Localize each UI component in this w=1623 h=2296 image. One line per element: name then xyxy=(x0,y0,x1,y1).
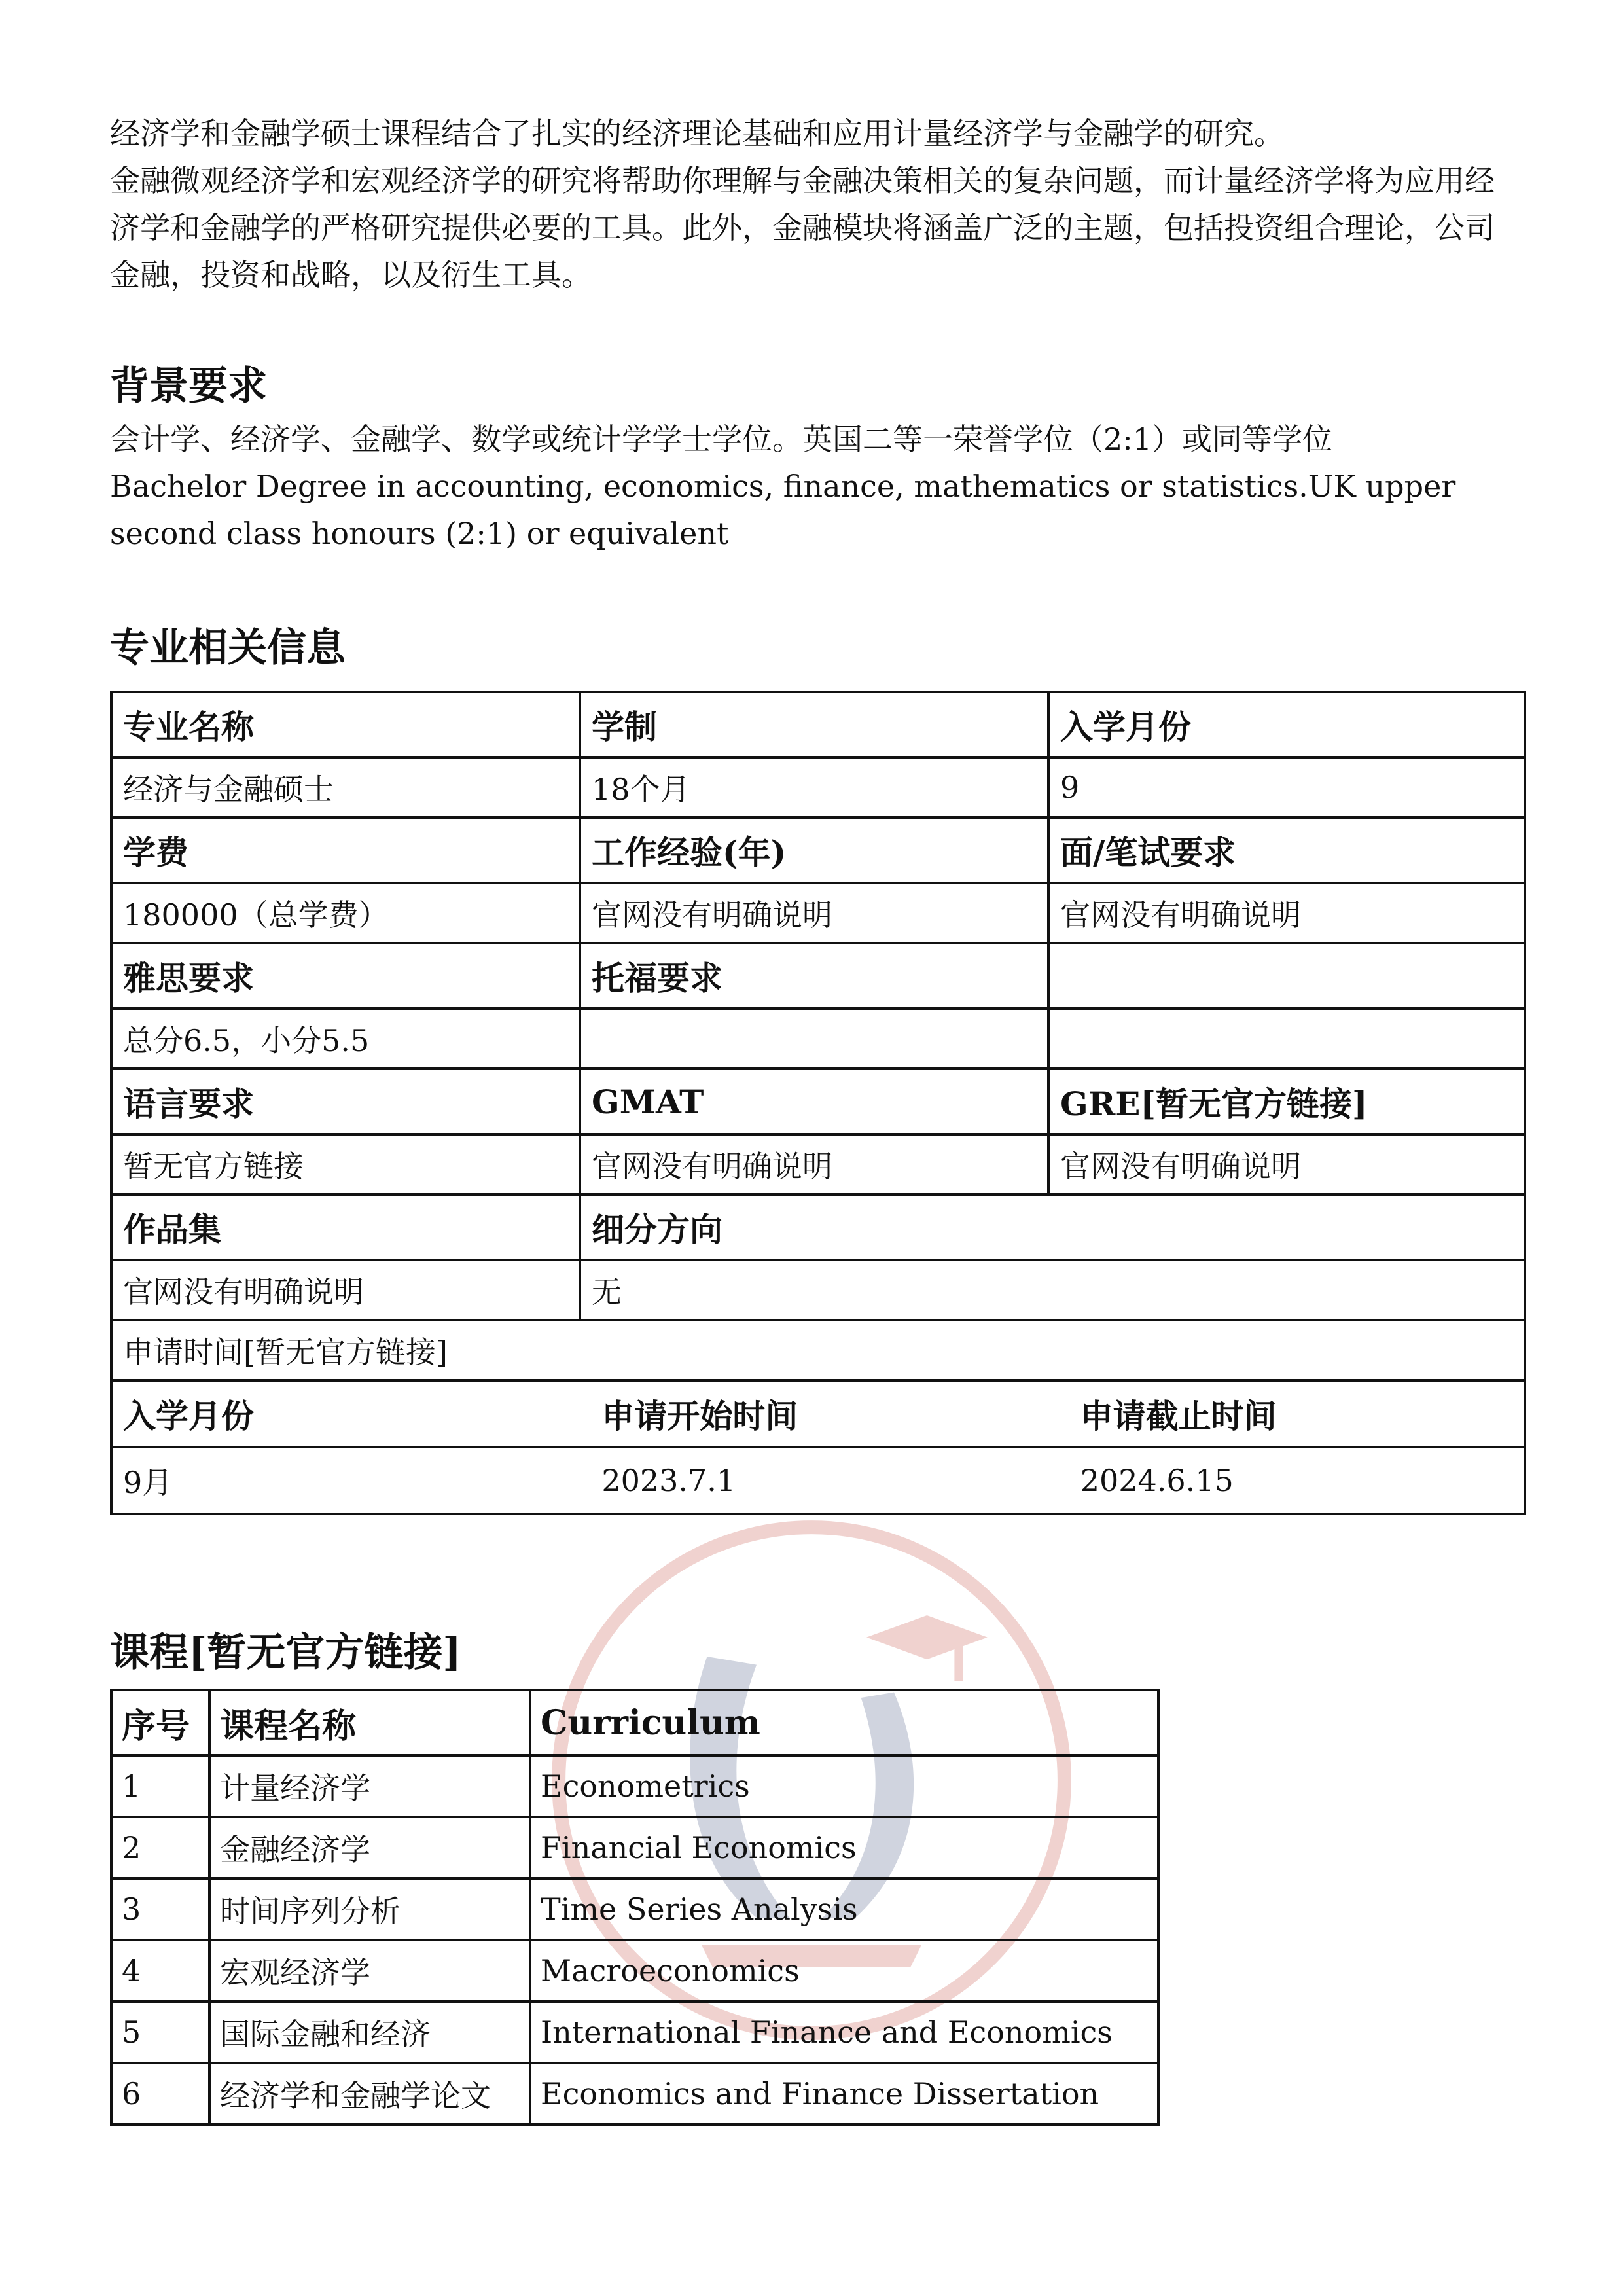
background-zh: 会计学、经济学、金融学、数学或统计学学士学位。英国二等一荣誉学位（2:1）或同等学位 xyxy=(110,422,1333,457)
info-value-cell: 暂无官方链接 xyxy=(111,1134,580,1194)
schedule-header-cell: 入学月份 xyxy=(113,1382,591,1447)
intro-line-1: 经济学和金融学硕士课程结合了扎实的经济理论基础和应用计量经济学与金融学的研究。 xyxy=(110,116,1284,151)
course-row xyxy=(111,1755,1158,1817)
info-header-cell: 面/笔试要求 xyxy=(1048,817,1525,883)
course-number: 6 xyxy=(111,2063,209,2125)
course-name-en: Macroeconomics xyxy=(530,1940,1158,2001)
info-header-row xyxy=(111,1069,1525,1134)
course-row xyxy=(111,1878,1158,1940)
schedule-table xyxy=(113,1382,1524,1513)
background-en: Bachelor Degree in accounting, economics, finance, mathematics or statistics.UK upper second class honours (2:1) or equivalent xyxy=(110,469,1456,551)
course-row xyxy=(111,1817,1158,1878)
subfield-value: 无 xyxy=(580,1260,1525,1320)
info-value-cell: 官网没有明确说明 xyxy=(580,883,1048,943)
course-row xyxy=(111,2001,1158,2063)
courses-header-cell: Curriculum xyxy=(530,1690,1158,1755)
schedule-header-cell: 申请开始时间 xyxy=(591,1382,1069,1447)
info-header-cell: GRE[暂无官方链接] xyxy=(1048,1069,1525,1134)
program-info-table xyxy=(110,691,1526,1515)
course-name-en: International Finance and Economics xyxy=(530,2001,1158,2063)
info-header-cell: 托福要求 xyxy=(580,943,1048,1009)
schedule-value-cell: 2024.6.15 xyxy=(1080,1463,1234,1498)
info-header-cell: 入学月份 xyxy=(1048,692,1525,757)
info-header-cell: 雅思要求 xyxy=(111,943,580,1009)
info-header-cell: 学费 xyxy=(111,817,580,883)
course-name-en: Economics and Finance Dissertation xyxy=(530,2063,1158,2125)
apply-time-row xyxy=(111,1320,1525,1380)
portfolio-value: 官网没有明确说明 xyxy=(111,1260,580,1320)
schedule-value-row xyxy=(113,1447,1524,1513)
background-text xyxy=(110,416,1524,557)
info-value-cell: 经济与金融硕士 xyxy=(111,757,580,817)
course-name-en: Econometrics xyxy=(530,1755,1158,1817)
portfolio-label: 作品集 xyxy=(111,1194,580,1260)
info-value-row xyxy=(111,1009,1525,1069)
info-header-row xyxy=(111,692,1525,757)
background-heading: 背景要求 xyxy=(110,363,267,409)
program-info-heading: 专业相关信息 xyxy=(110,625,346,671)
course-number: 3 xyxy=(111,1878,209,1940)
course-name-zh: 计量经济学 xyxy=(209,1755,530,1817)
schedule-row xyxy=(111,1380,1525,1514)
info-header-cell xyxy=(1048,943,1525,1009)
course-name-zh: 国际金融和经济 xyxy=(209,2001,530,2063)
course-name-en: Financial Economics xyxy=(530,1817,1158,1878)
info-header-cell: 学制 xyxy=(580,692,1048,757)
info-value-cell: 总分6.5，小分5.5 xyxy=(111,1009,580,1069)
info-value-cell: 官网没有明确说明 xyxy=(1048,883,1525,943)
course-number: 5 xyxy=(111,2001,209,2063)
info-value-cell: 官网没有明确说明 xyxy=(1048,1134,1525,1194)
course-name-en: Time Series Analysis xyxy=(530,1878,1158,1940)
course-row xyxy=(111,2063,1158,2125)
info-value-row xyxy=(111,757,1525,817)
info-value-cell xyxy=(580,1009,1048,1069)
info-value-row xyxy=(111,1260,1525,1320)
courses-table xyxy=(110,1689,1160,2126)
info-value-cell xyxy=(1048,1009,1525,1069)
schedule-header-row xyxy=(113,1382,1524,1447)
info-value-row xyxy=(111,883,1525,943)
schedule-header-cell: 申请截止时间 xyxy=(1070,1382,1524,1447)
info-header-cell: 专业名称 xyxy=(111,692,580,757)
schedule-value-cell: 9月 xyxy=(123,1465,173,1500)
info-value-cell: 18个月 xyxy=(580,757,1048,817)
info-value-cell: 9 xyxy=(1048,757,1525,817)
info-header-row xyxy=(111,817,1525,883)
info-value-cell: 180000（总学费） xyxy=(111,883,580,943)
course-number: 2 xyxy=(111,1817,209,1878)
courses-header-cell: 序号 xyxy=(111,1690,209,1755)
course-name-zh: 金融经济学 xyxy=(209,1817,530,1878)
course-name-zh: 时间序列分析 xyxy=(209,1878,530,1940)
intro-line-2: 金融微观经济学和宏观经济学的研究将帮助你理解与金融决策相关的复杂问题，而计量经济学将为应用经济学和金融学的严格研究提供必要的工具。此外，金融模块将涵盖广泛的主题，包括投资组合理论，公司金融，投资和战略，以及衍生工具。 xyxy=(110,163,1495,293)
course-row xyxy=(111,1940,1158,2001)
info-header-cell: 语言要求 xyxy=(111,1069,580,1134)
intro-paragraph xyxy=(110,110,1517,298)
info-header-row xyxy=(111,1194,1525,1260)
course-number: 1 xyxy=(111,1755,209,1817)
courses-header-cell: 课程名称 xyxy=(209,1690,530,1755)
courses-header-row xyxy=(111,1690,1158,1755)
info-value-cell: 官网没有明确说明 xyxy=(580,1134,1048,1194)
course-number: 4 xyxy=(111,1940,209,2001)
apply-time-label: 申请时间[暂无官方链接] xyxy=(111,1320,1525,1380)
schedule-value-cell: 2023.7.1 xyxy=(601,1463,736,1498)
course-name-zh: 经济学和金融学论文 xyxy=(209,2063,530,2125)
info-header-row xyxy=(111,943,1525,1009)
courses-heading: 课程[暂无官方链接] xyxy=(110,1630,461,1676)
schedule-cell xyxy=(111,1380,1525,1514)
subfield-label: 细分方向 xyxy=(580,1194,1525,1260)
info-header-cell: 工作经验(年) xyxy=(580,817,1048,883)
info-header-cell: GMAT xyxy=(580,1069,1048,1134)
course-name-zh: 宏观经济学 xyxy=(209,1940,530,2001)
info-value-row xyxy=(111,1134,1525,1194)
